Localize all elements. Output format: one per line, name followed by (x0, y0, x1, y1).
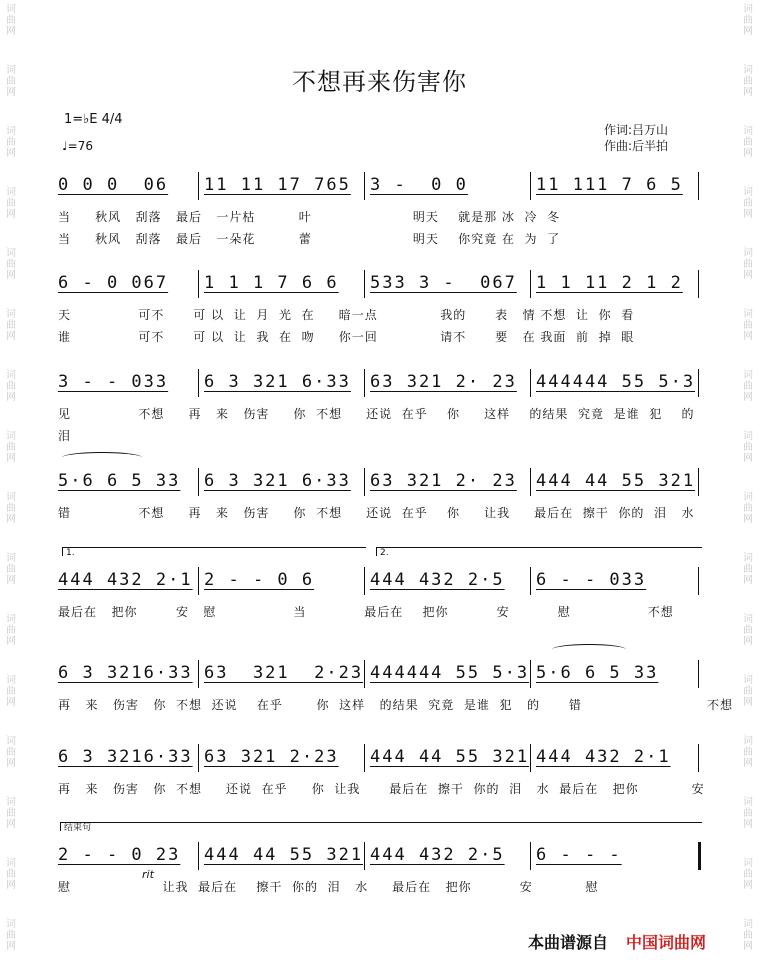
bar-line (530, 842, 531, 870)
first-ending-label: 1. (66, 548, 75, 558)
second-ending-bracket (376, 547, 702, 556)
measure-notes: 444444 55 5·3 (536, 372, 696, 392)
ritardando-mark: rit (142, 868, 154, 881)
lyric-line: 谁 可不 可 以 让 我 在 吻 你一回 请不 要 在 我面 前 掉 眼 (58, 330, 635, 344)
bar-line (698, 468, 699, 496)
watermark-text: 词 曲 网 (743, 126, 753, 159)
bar-line (198, 468, 199, 496)
watermark-text: 词 曲 网 (6, 919, 16, 952)
watermark-text: 词 曲 网 (743, 309, 753, 342)
measure-notes: 5·6 6 5 33 (58, 471, 181, 491)
measure-notes: 6 3 3216·33 (58, 747, 193, 767)
watermark-text: 词 曲 网 (743, 187, 753, 220)
bar-line (530, 567, 531, 595)
bar-line (364, 270, 365, 298)
watermark-text: 词 曲 网 (6, 614, 16, 647)
source-credit (528, 930, 706, 953)
watermark-text: 词 曲 网 (6, 492, 16, 525)
notation-row (58, 268, 700, 298)
lyric-line: 错 不想 再 来 伤害 你 不想 还说 在乎 你 让我 最后在 擦干 你的 泪 水 (58, 506, 695, 520)
tempo-marking: ♩=76 (62, 139, 93, 153)
watermark-text: 词 曲 网 (743, 553, 753, 586)
watermark-text: 词 曲 网 (743, 248, 753, 281)
bar-line (698, 842, 701, 870)
right-watermark-strip (737, 0, 759, 979)
source-label: 本曲谱源自 (528, 933, 609, 952)
notation-row (58, 367, 700, 397)
bar-line (364, 660, 365, 688)
measure-notes: 444 44 55 321 (536, 471, 696, 491)
second-ending-label: 2. (380, 548, 389, 558)
ending-phrase-label: 结束句 (64, 823, 92, 833)
bar-line (530, 270, 531, 298)
watermark-text: 词 曲 网 (6, 858, 16, 891)
watermark-text: 词 曲 网 (743, 431, 753, 464)
bar-line (530, 172, 531, 200)
lyricist-credit: 作词:吕万山 (604, 123, 669, 137)
bar-line (364, 567, 365, 595)
watermark-text: 词 曲 网 (743, 370, 753, 403)
watermark-text: 词 曲 网 (6, 187, 16, 220)
notation-row (58, 565, 700, 595)
bar-line (364, 369, 365, 397)
bar-line (198, 660, 199, 688)
lyric-line: 再 来 伤害 你 不想 还说 在乎 你 这样 的结果 究竟 是谁 犯 的 错 不想 (58, 698, 734, 712)
measure-notes: 6 3 3216·33 (58, 663, 193, 683)
measure-notes: 444 44 55 321 (204, 845, 364, 865)
notation-row (58, 170, 700, 200)
lyric-line: 再 来 伤害 你 不想 还说 在乎 你 让我 最后在 擦干 你的 泪 水 最后在 把你 安 (58, 782, 705, 796)
measure-notes: 63 321 2· 23 (370, 372, 517, 392)
measure-notes: 3 - - 033 (58, 372, 169, 392)
source-brand: 中国词曲网 (626, 933, 707, 952)
watermark-text: 词 曲 网 (6, 309, 16, 342)
measure-notes: 3 - 0 0 (370, 175, 468, 195)
watermark-text: 词 曲 网 (743, 919, 753, 952)
watermark-text: 词 曲 网 (6, 65, 16, 98)
measure-notes: 533 3 - 067 (370, 273, 517, 293)
watermark-text: 词 曲 网 (6, 553, 16, 586)
lyric-line: 慰 让我 最后在 擦干 你的 泪 水 最后在 把你 安 慰 (58, 880, 599, 894)
lyric-line: 最后在 把你 安 慰 当 最后在 把你 安 慰 不想 (58, 605, 674, 619)
bar-line (530, 660, 531, 688)
song-title: 不想再来伤害你 (292, 68, 467, 96)
measure-notes: 6 - - 033 (536, 570, 647, 590)
watermark-text: 词 曲 网 (743, 492, 753, 525)
lyric-line: 天 可不 可 以 让 月 光 在 暗一点 我的 表 情 不想 让 你 看 (58, 308, 635, 322)
measure-notes: 5·6 6 5 33 (536, 663, 659, 683)
measure-notes: 1 1 11 2 1 2 (536, 273, 683, 293)
bar-line (530, 369, 531, 397)
watermark-text: 词 曲 网 (6, 370, 16, 403)
bar-line (198, 842, 199, 870)
lyric-line: 当 秋风 刮落 最后 一片枯 叶 明天 就是那 冰 冷 冬 (58, 210, 561, 224)
watermark-text: 词 曲 网 (6, 675, 16, 708)
measure-notes: 6 - 0 067 (58, 273, 169, 293)
bar-line (698, 567, 699, 595)
measure-notes: 444 432 2·1 (536, 747, 671, 767)
bar-line (698, 369, 699, 397)
left-watermark-strip (0, 0, 22, 979)
bar-line (364, 172, 365, 200)
watermark-text: 词 曲 网 (6, 736, 16, 769)
measure-notes: 63 321 2·23 (204, 663, 364, 683)
bar-line (530, 744, 531, 772)
measure-notes: 63 321 2·23 (204, 747, 339, 767)
watermark-text: 词 曲 网 (6, 4, 16, 37)
notation-row (58, 466, 700, 496)
measure-notes: 6 3 321 6·33 (204, 372, 351, 392)
bar-line (364, 468, 365, 496)
bar-line (530, 468, 531, 496)
watermark-text: 词 曲 网 (6, 248, 16, 281)
measure-notes: 444444 55 5·3 (370, 663, 530, 683)
measure-notes: 1 1 1 7 6 6 (204, 273, 339, 293)
bar-line (698, 270, 699, 298)
lyric-line: 当 秋风 刮落 最后 一朵花 蕾 明天 你究竟 在 为 了 (58, 232, 561, 246)
ending-phrase-bracket (60, 822, 702, 831)
lyric-line: 见 不想 再 来 伤害 你 不想 还说 在乎 你 这样 的结果 究竟 是谁 犯 的 (58, 407, 695, 421)
measure-notes: 444 432 2·1 (58, 570, 193, 590)
measure-notes: 2 - - 0 23 (58, 845, 181, 865)
bar-line (364, 842, 365, 870)
measure-notes: 444 432 2·5 (370, 570, 505, 590)
bar-line (198, 369, 199, 397)
watermark-text: 词 曲 网 (6, 126, 16, 159)
measure-notes: 0 0 0 06 (58, 175, 169, 195)
phrase-slur (552, 644, 626, 655)
notation-row (58, 742, 700, 772)
watermark-text: 词 曲 网 (6, 431, 16, 464)
measure-notes: 63 321 2· 23 (370, 471, 517, 491)
bar-line (698, 744, 699, 772)
composer-credit: 作曲:后半拍 (604, 139, 669, 153)
watermark-text: 词 曲 网 (6, 797, 16, 830)
watermark-text: 词 曲 网 (743, 797, 753, 830)
watermark-text: 词 曲 网 (743, 65, 753, 98)
measure-notes: 11 111 7 6 5 (536, 175, 683, 195)
measure-notes: 11 11 17 765 (204, 175, 351, 195)
phrase-slur (62, 452, 142, 463)
measure-notes: 6 3 321 6·33 (204, 471, 351, 491)
measure-notes: 444 432 2·5 (370, 845, 505, 865)
bar-line (198, 744, 199, 772)
bar-line (198, 270, 199, 298)
watermark-text: 词 曲 网 (743, 4, 753, 37)
bar-line (698, 172, 699, 200)
lyric-line: 泪 (58, 429, 72, 443)
watermark-text: 词 曲 网 (743, 858, 753, 891)
notation-row (58, 840, 700, 870)
measure-notes: 2 - - 0 6 (204, 570, 315, 590)
watermark-text: 词 曲 网 (743, 614, 753, 647)
first-ending-bracket (62, 547, 366, 556)
measure-notes: 6 - - - (536, 845, 622, 865)
key-signature: 1=♭E 4/4 (64, 112, 123, 127)
watermark-text: 词 曲 网 (743, 736, 753, 769)
notation-row (58, 658, 700, 688)
watermark-text: 词 曲 网 (743, 675, 753, 708)
measure-notes: 444 44 55 321 (370, 747, 530, 767)
bar-line (198, 567, 199, 595)
bar-line (364, 744, 365, 772)
bar-line (698, 660, 699, 688)
bar-line (198, 172, 199, 200)
